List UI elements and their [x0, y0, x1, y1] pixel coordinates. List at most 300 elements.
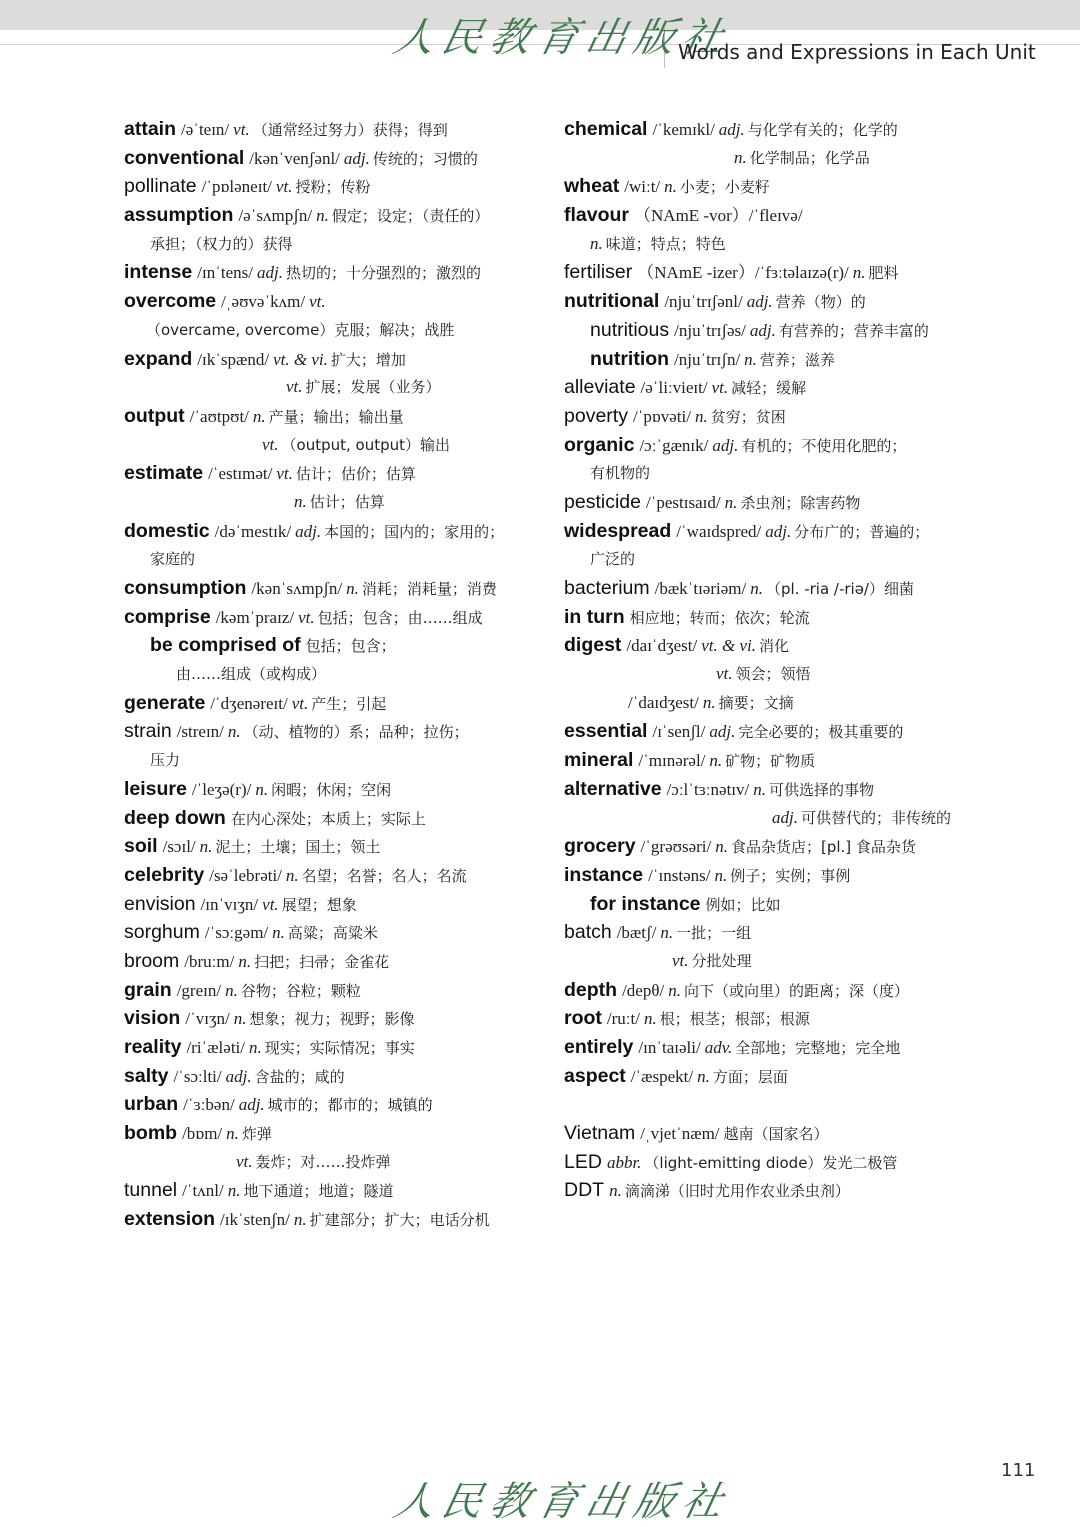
headword: entirely — [564, 1036, 634, 1058]
pronunciation: /bækˈtɪəriəm/ — [654, 579, 747, 598]
headword: poverty — [564, 404, 628, 427]
glossary-column-right — [564, 115, 994, 1205]
part-of-speech: n. — [852, 263, 866, 283]
headword: nutritional — [564, 290, 660, 313]
part-of-speech: vt. — [711, 378, 729, 398]
definition: 地下通道；地道；隧道 — [243, 1182, 394, 1201]
headword: nutrition — [590, 347, 670, 370]
part-of-speech: n. — [694, 406, 708, 426]
pronunciation: /ruːt/ — [606, 1009, 640, 1029]
part-of-speech: adv. — [704, 1038, 733, 1057]
glossary-entry-continuation — [124, 488, 549, 517]
definition: （overcame, overcome）克服；解决；战胜 — [146, 320, 455, 339]
part-of-speech: n. — [724, 492, 738, 512]
part-of-speech: n. — [750, 579, 763, 598]
pronunciation: /daɪˈdʒest/ — [626, 636, 698, 656]
definition: 闲暇；休闲；空闲 — [271, 780, 392, 799]
headword: pesticide — [564, 490, 641, 513]
pronunciation: /dəˈmestɪk/ — [214, 521, 292, 541]
headword: fertiliser — [564, 261, 633, 284]
headword: soil — [124, 835, 158, 858]
headword: wheat — [564, 175, 620, 198]
glossary-entry — [124, 631, 549, 660]
part-of-speech: n. — [225, 980, 238, 1000]
definition: 有机的；不使用化肥的； — [741, 436, 907, 455]
part-of-speech: vt. — [275, 177, 293, 197]
part-of-speech: n. — [643, 1009, 657, 1029]
headword: DDT — [564, 1179, 605, 1202]
pronunciation: /ˈdʒenəreɪt/ — [210, 693, 288, 713]
definition: 炸弹 — [241, 1125, 272, 1144]
headword: broom — [124, 949, 180, 972]
glossary-entry-continuation — [564, 804, 994, 833]
part-of-speech: n. — [697, 1066, 710, 1086]
pronunciation: /ˈsɔːlti/ — [173, 1066, 222, 1086]
pronunciation: /ˈvɪʒn/ — [185, 1009, 230, 1029]
glossary-column-left — [124, 115, 549, 1234]
glossary-entry-continuation — [124, 660, 549, 689]
pronunciation: /ɪkˈstenʃn/ — [220, 1210, 290, 1230]
pronunciation: /ˈæspekt/ — [630, 1066, 694, 1086]
pronunciation: /ˈleʒə(r)/ — [191, 779, 252, 799]
part-of-speech: vt. — [262, 894, 279, 914]
definition: 在内心深处；本质上；实际上 — [230, 809, 426, 828]
headword: reality — [124, 1036, 182, 1058]
pronunciation: /ɔːˈgænɪk/ — [639, 435, 709, 455]
definition: 扫把；扫帚；金雀花 — [254, 952, 390, 971]
headword: celebrity — [124, 863, 205, 886]
headword: tunnel — [124, 1179, 178, 1202]
headword: flavour — [564, 204, 630, 227]
glossary-entry — [124, 115, 549, 144]
definition: 小麦；小麦籽 — [679, 178, 770, 197]
pronunciation: /sɔɪl/ — [162, 837, 196, 857]
part-of-speech: vt. — [298, 607, 315, 627]
headword: extension — [124, 1208, 216, 1231]
part-of-speech: adj. — [295, 521, 322, 541]
headword: batch — [564, 921, 612, 944]
definition: 消耗；消耗量；消费 — [361, 580, 497, 598]
part-of-speech: n. — [744, 349, 757, 369]
pronunciation: /ˈɪnstəns/ — [648, 865, 711, 885]
glossary-entry — [564, 918, 994, 947]
pronunciation: /streɪn/ — [176, 722, 224, 742]
definition: 传统的；习惯的 — [372, 149, 478, 168]
part-of-speech: adj. — [343, 148, 370, 168]
glossary-entry-continuation — [124, 746, 549, 775]
definition: 减轻；缓解 — [731, 379, 807, 398]
definition: 泥土；土壤；国土；领土 — [215, 838, 381, 857]
part-of-speech: adj. — [772, 807, 798, 827]
part-of-speech: n. — [702, 692, 716, 712]
headword: grocery — [564, 835, 636, 858]
definition: 全部地；完整地；完全地 — [735, 1039, 901, 1057]
headword: generate — [124, 691, 206, 714]
glossary-entry — [124, 832, 549, 861]
glossary-entry-continuation — [564, 689, 994, 718]
pronunciation: /njuˈtrɪʃənl/ — [664, 292, 743, 312]
headword: envision — [124, 892, 196, 915]
headword: output — [124, 404, 185, 427]
definition: （light-emitting diode）发光二极管 — [644, 1153, 898, 1172]
glossary-entry — [564, 402, 994, 431]
part-of-speech: n. — [199, 837, 213, 857]
headword: consumption — [124, 577, 247, 599]
glossary-entry — [124, 1033, 549, 1062]
headword: salty — [124, 1064, 169, 1087]
section-spacer — [564, 1090, 994, 1119]
pronunciation: /ɪkˈspænd/ — [197, 349, 270, 369]
pronunciation: /əˈliːvieɪt/ — [640, 378, 708, 398]
glossary-entry — [564, 431, 994, 460]
pronunciation: /njuˈtrɪʃəs/ — [674, 320, 746, 340]
glossary-entry — [124, 603, 549, 632]
glossary-entry-continuation — [564, 230, 994, 259]
pronunciation: /əˈsʌmpʃn/ — [238, 206, 313, 226]
page-number: 111 — [1001, 1460, 1036, 1481]
pronunciation: /ˈgrəʊsəri/ — [640, 837, 712, 857]
glossary-entry — [124, 201, 549, 230]
part-of-speech: adj. — [749, 320, 776, 340]
definition: 假定；设定；（责任的） — [331, 207, 490, 226]
pronunciation: /bɒm/ — [182, 1124, 223, 1144]
part-of-speech: n. — [709, 751, 723, 771]
definition: 例如；比如 — [705, 895, 781, 914]
definition: 想象；视力；视野；影像 — [249, 1010, 415, 1029]
definition: 消化 — [759, 637, 790, 656]
pronunciation: /greɪn/ — [176, 980, 222, 1000]
glossary-entry — [564, 517, 994, 546]
definition: 家庭的 — [150, 550, 196, 569]
part-of-speech: abbr. — [606, 1152, 642, 1172]
definition: 滴滴涕（旧时尤用作农业杀虫剂） — [624, 1182, 850, 1201]
pronunciation: /ˈɜːbən/ — [183, 1095, 235, 1115]
definition: 领会；领悟 — [735, 665, 811, 684]
definition: 包括；包含； — [305, 637, 396, 656]
publisher-logo: 人民教育出版社 — [389, 15, 736, 61]
glossary-entry — [124, 172, 549, 201]
definition: 名望；名誉；名人；名流 — [301, 866, 467, 885]
pronunciation: /kəmˈpraɪz/ — [215, 607, 295, 627]
part-of-speech: vt. — [233, 120, 250, 139]
pronunciation: /ˈkemɪkl/ — [652, 120, 715, 139]
headword: comprise — [124, 605, 211, 628]
definition: 与化学有关的；化学的 — [747, 121, 898, 139]
definition: 分批处理 — [691, 951, 752, 970]
glossary-entry — [124, 804, 549, 833]
glossary-entry — [124, 1205, 549, 1234]
glossary-entry-continuation — [124, 373, 549, 402]
headword: mineral — [564, 749, 634, 772]
pronunciation: /njuˈtrɪʃn/ — [674, 349, 741, 369]
part-of-speech: vt. — [262, 434, 279, 454]
headword: aspect — [564, 1064, 626, 1087]
glossary-entry — [564, 832, 994, 861]
headword: urban — [124, 1093, 179, 1116]
headword: attain — [124, 118, 177, 140]
headword: domestic — [124, 519, 210, 542]
headword: deep down — [124, 806, 226, 829]
part-of-speech: adj. — [225, 1066, 252, 1086]
definition: 承担；（权力的）获得 — [150, 234, 293, 253]
pronunciation: /ˈdaɪdʒest/ — [628, 692, 699, 712]
headword: root — [564, 1007, 602, 1030]
part-of-speech: n. — [734, 147, 747, 167]
glossary-entry — [564, 345, 994, 374]
headword: vision — [124, 1007, 181, 1030]
part-of-speech: n. — [252, 406, 266, 426]
glossary-entry — [564, 373, 994, 402]
part-of-speech: vt. & vi. — [273, 349, 328, 369]
glossary-entry — [124, 861, 549, 890]
definition: 包括；包含；由……组成 — [317, 608, 483, 627]
headword: instance — [564, 863, 644, 886]
definition: 可供选择的事物 — [769, 780, 875, 799]
definition: 本国的；国内的；家用的； — [324, 522, 505, 541]
glossary-entry — [564, 603, 994, 632]
glossary-entry — [564, 861, 994, 890]
pronunciation: /ˈmɪnərəl/ — [638, 751, 706, 771]
glossary-entry-continuation — [124, 431, 549, 460]
part-of-speech: vt. — [276, 464, 293, 484]
glossary-entry-continuation — [564, 144, 994, 173]
headword: pollinate — [124, 175, 197, 198]
definition: 产量；输出；输出量 — [268, 407, 404, 426]
headword: widespread — [564, 519, 672, 542]
pronunciation: /səˈlebrəti/ — [209, 865, 282, 885]
part-of-speech: n. — [664, 177, 677, 197]
pronunciation: /ˈestɪmət/ — [208, 464, 273, 484]
pronunciation: /ɪˈsenʃl/ — [652, 722, 706, 742]
headword: Vietnam — [564, 1122, 636, 1145]
headword: estimate — [124, 462, 204, 485]
part-of-speech: n. — [753, 779, 766, 799]
part-of-speech: n. — [293, 1210, 307, 1230]
glossary-entry — [124, 517, 549, 546]
definition: 味道；特点；特色 — [605, 234, 726, 253]
glossary-entry — [124, 689, 549, 718]
pronunciation: /kənˈvenʃənl/ — [249, 148, 340, 168]
pronunciation: /ɪnˈvɪʒn/ — [200, 894, 259, 914]
glossary-entry — [564, 287, 994, 316]
definition: （通常经过努力）获得；得到 — [252, 121, 448, 139]
definition: 方面；层面 — [712, 1067, 788, 1086]
definition: 轰炸；对……投炸弹 — [255, 1152, 391, 1171]
glossary-entry — [564, 1176, 994, 1205]
pronunciation: /bruːm/ — [184, 951, 235, 971]
part-of-speech: n. — [294, 491, 307, 511]
definition: 完全必要的；极其重要的 — [738, 723, 904, 742]
headword: expand — [124, 347, 193, 370]
glossary-entry-continuation — [564, 545, 994, 574]
definition: （pl. -ria /-riə/）细菌 — [765, 580, 914, 598]
headword: organic — [564, 433, 635, 456]
glossary-entry — [564, 115, 994, 144]
pronunciation: /wiːt/ — [624, 177, 661, 197]
definition: 扩建部分；扩大；电话分机 — [309, 1211, 490, 1230]
pronunciation: /ɔːlˈtɜːnətɪv/ — [666, 779, 750, 799]
definition: （动、植物的）系；品种；拉伤； — [243, 723, 469, 742]
definition: 由……组成（或构成） — [176, 665, 327, 684]
pronunciation: /ˈsɔːgəm/ — [204, 923, 269, 943]
definition: 高粱；高粱米 — [287, 924, 378, 943]
part-of-speech: vt. — [236, 1151, 253, 1171]
part-of-speech: n. — [227, 1181, 241, 1201]
part-of-speech: n. — [249, 1038, 262, 1057]
definition: 热切的；十分强烈的；激烈的 — [285, 264, 481, 283]
part-of-speech: n. — [660, 923, 674, 943]
headword: LED — [564, 1150, 602, 1173]
part-of-speech: n. — [590, 233, 603, 253]
definition: 杀虫剂；除害药物 — [740, 493, 861, 512]
definition: 扩大；增加 — [330, 350, 406, 369]
definition: 扩展；发展（业务） — [305, 378, 441, 397]
definition: 化学制品；化学品 — [749, 148, 870, 167]
glossary-entry — [124, 1062, 549, 1091]
glossary-entry — [564, 976, 994, 1005]
part-of-speech: n. — [233, 1009, 247, 1029]
definition: 分布广的；普遍的； — [794, 522, 930, 541]
headword: conventional — [124, 146, 245, 169]
glossary-entry — [564, 1033, 994, 1062]
part-of-speech: vt. — [716, 664, 733, 684]
publisher-logo-footer: 人民教育出版社 — [389, 1479, 736, 1525]
glossary-entry — [564, 574, 994, 603]
glossary-entry — [124, 890, 549, 919]
glossary-entry — [564, 258, 994, 287]
definition: 肥料 — [868, 264, 899, 283]
glossary-entry-continuation — [124, 230, 549, 259]
definition: 相应地；转而；依次；轮流 — [629, 608, 810, 627]
headword: leisure — [124, 777, 187, 800]
part-of-speech: n. — [226, 1124, 239, 1144]
headword: digest — [564, 634, 622, 657]
part-of-speech: n. — [227, 722, 241, 742]
part-of-speech: vt. — [672, 950, 689, 970]
part-of-speech: adj. — [712, 435, 739, 455]
pronunciation: /ˌəʊvəˈkʌm/ — [221, 292, 306, 312]
definition: 越南（国家名） — [723, 1125, 829, 1144]
glossary-entry — [124, 775, 549, 804]
glossary-entry — [124, 574, 549, 603]
glossary-entry — [124, 1119, 549, 1148]
pronunciation: /ɪnˈtens/ — [197, 263, 253, 283]
headword: strain — [124, 720, 172, 743]
pronunciation: /riˈæləti/ — [186, 1038, 245, 1057]
definition: 授粉；传粉 — [295, 178, 371, 197]
glossary-entry-continuation — [124, 545, 549, 574]
headword: bomb — [124, 1122, 178, 1145]
glossary-entry — [564, 172, 994, 201]
part-of-speech: n. — [715, 837, 728, 857]
glossary-entry — [564, 631, 994, 660]
glossary-entry — [124, 459, 549, 488]
pronunciation: /ɪnˈtaɪəli/ — [638, 1038, 701, 1057]
glossary-entry — [564, 1148, 994, 1177]
pronunciation: /kənˈsʌmpʃn/ — [251, 579, 343, 598]
pronunciation: /bætʃ/ — [616, 923, 657, 943]
definition: 有机物的 — [590, 464, 651, 483]
glossary-entry-continuation — [124, 316, 549, 345]
glossary-entry — [564, 775, 994, 804]
part-of-speech: adj. — [718, 120, 745, 139]
pronunciation: /ˈpɒvəti/ — [632, 406, 691, 426]
pronunciation: /ˈwaɪdspred/ — [676, 521, 762, 541]
headword: chemical — [564, 118, 648, 140]
headword: be comprised of — [150, 634, 301, 657]
definition: 谷物；谷粒；颗粒 — [240, 981, 361, 1000]
pronunciation: /ˈtʌnl/ — [182, 1181, 224, 1201]
headword: depth — [564, 978, 618, 1001]
definition: 含盐的；咸的 — [254, 1067, 345, 1086]
headword: overcome — [124, 290, 217, 313]
glossary-entry — [564, 1062, 994, 1091]
part-of-speech: vt. — [309, 292, 326, 312]
headword: essential — [564, 720, 648, 743]
running-title: Words and Expressions in Each Unit — [678, 40, 1036, 64]
definition: 食品杂货店；[pl.] 食品杂货 — [731, 838, 916, 857]
pronunciation: （NAmE -izer）/ˈfɜːtəlaɪzə(r)/ — [637, 263, 849, 283]
pronunciation: /depθ/ — [622, 980, 665, 1000]
pronunciation: /ˈaʊtpʊt/ — [189, 406, 249, 426]
headword: grain — [124, 978, 172, 1001]
glossary-entry — [124, 1176, 549, 1205]
headword: for instance — [590, 892, 701, 915]
headword: bacterium — [564, 577, 650, 599]
definition: 压力 — [150, 751, 181, 770]
definition: 营养；滋养 — [759, 350, 835, 369]
pronunciation: /əˈteɪn/ — [181, 120, 230, 139]
part-of-speech: adj. — [238, 1095, 265, 1115]
definition: 贫穷；贫困 — [710, 407, 786, 426]
headword: nutritious — [590, 318, 670, 341]
glossary-entry — [124, 144, 549, 173]
pronunciation: （NAmE -vor）/ˈfleɪvə/ — [634, 206, 803, 226]
headword: intense — [124, 261, 193, 284]
glossary-entry — [124, 918, 549, 947]
glossary-entry — [124, 717, 549, 746]
definition: 广泛的 — [590, 550, 636, 569]
definition: 城市的；都市的；城镇的 — [267, 1096, 433, 1115]
glossary-entry-continuation — [564, 660, 994, 689]
glossary-entry — [124, 947, 549, 976]
glossary-entry — [564, 488, 994, 517]
part-of-speech: n. — [714, 865, 728, 885]
definition: 可供替代的；非传统的 — [800, 808, 951, 827]
definition: （output, output）输出 — [281, 435, 451, 454]
definition: 展望；想象 — [281, 895, 357, 914]
glossary-entry — [124, 1090, 549, 1119]
part-of-speech: adj. — [765, 521, 792, 541]
glossary-entry-continuation — [564, 947, 994, 976]
part-of-speech: adj. — [746, 292, 773, 312]
glossary-entry — [124, 976, 549, 1005]
glossary-entry — [124, 258, 549, 287]
definition: 向下（或向里）的距离；深（度） — [683, 981, 909, 1000]
definition: 例子；实例；事例 — [730, 866, 851, 885]
glossary-entry — [564, 201, 994, 230]
pronunciation: /ˌvjetˈnæm/ — [640, 1124, 720, 1144]
part-of-speech: n. — [609, 1181, 622, 1201]
glossary-entry — [124, 345, 549, 374]
part-of-speech: vt. & vi. — [701, 636, 757, 656]
part-of-speech: n. — [255, 779, 269, 799]
glossary-entry — [564, 890, 994, 919]
definition: 根；根茎；根部；根源 — [659, 1010, 810, 1029]
glossary-entry-continuation — [564, 459, 994, 488]
part-of-speech: n. — [316, 206, 329, 226]
definition: 现实；实际情况；事实 — [264, 1039, 415, 1057]
